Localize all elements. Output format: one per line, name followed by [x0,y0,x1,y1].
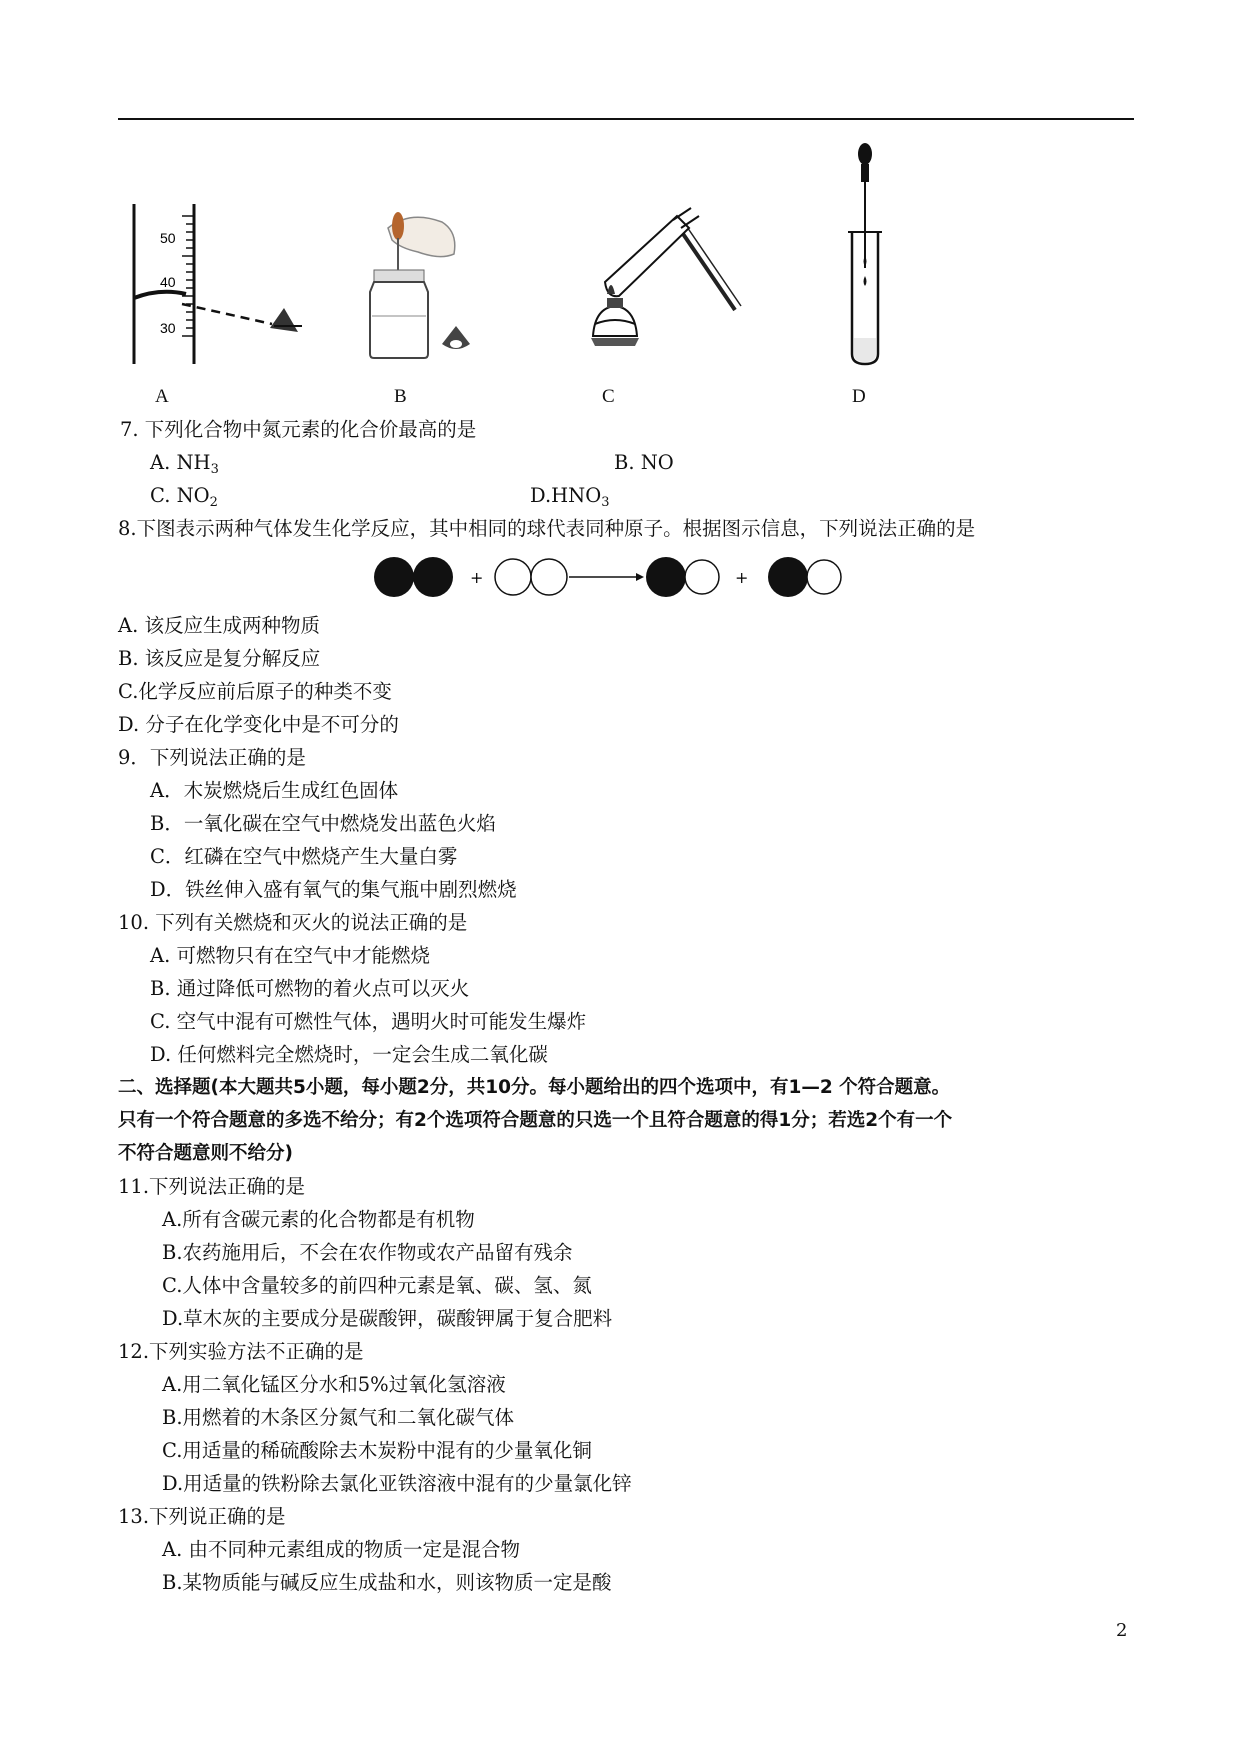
plus-sign: + [470,568,484,587]
q7-option-d: $D.HNO_3$ [530,484,610,510]
q13-stem: 13.下列说正确的是 [118,1505,286,1528]
plus-sign: + [735,568,749,587]
q11-option-a: A.所有含碳元素的化合物都是有机物 [162,1208,475,1231]
q7-option-a: A. $NH_3$ [150,451,219,477]
tick-label: 50 [160,230,176,246]
q7-stem: 7. 下列化合物中氮元素的化合价最高的是 [120,418,477,441]
q12-option-d: D.用适量的铁粉除去氯化亚铁溶液中混有的少量氯化锌 [162,1472,632,1495]
q11-option-b: B.农药施用后，不会在农作物或农产品留有残余 [162,1241,573,1264]
q8-option-c: C.化学反应前后原子的种类不变 [118,680,392,703]
figure-label-b: B [394,386,407,407]
q10-option-b: B. 通过降低可燃物的着火点可以灭火 [150,977,470,1000]
figure-label-c: C [602,386,615,407]
tick-label: 30 [160,320,176,336]
q8-option-a: A. 该反应生成两种物质 [118,614,320,637]
header-rule [118,118,1134,120]
q12-option-a: A.用二氧化锰区分水和5%过氧化氢溶液 [162,1373,506,1396]
section-2-heading-line1: 二、选择题(本大题共5小题，每小题2分，共10分。每小题给出的四个选项中，有1—2 个符合题意。 [118,1077,951,1098]
figure-b-dropper-bottle [360,208,500,368]
q9-stem: 9．下列说法正确的是 [118,746,306,769]
q9-option-b: B．一氧化碳在空气中燃烧发出蓝色火焰 [150,812,496,835]
q9-option-a: A．木炭燃烧后生成红色固体 [150,779,399,802]
q10-option-d: D. 任何燃料完全燃烧时，一定会生成二氧化碳 [150,1043,548,1066]
q7-option-b: B. NO [614,451,674,474]
figure-label-d: D [852,386,866,407]
figure-a-cylinder-reading [120,196,320,366]
q9-option-c: C．红磷在空气中燃烧产生大量白雾 [150,845,458,868]
q7-option-c: C. $NO_2$ [150,484,218,510]
q8-option-d: D. 分子在化学变化中是不可分的 [118,713,399,736]
q10-stem: 10. 下列有关燃烧和灭火的说法正确的是 [118,911,468,934]
q12-option-c: C.用适量的稀硫酸除去木炭粉中混有的少量氧化铜 [162,1439,592,1462]
q10-option-c: C. 空气中混有可燃性气体，遇明火时可能发生爆炸 [150,1010,587,1033]
q12-option-b: B.用燃着的木条区分氮气和二氧化碳气体 [162,1406,515,1429]
figure-c-heating-test-tube [585,206,745,356]
q12-stem: 12.下列实验方法不正确的是 [118,1340,364,1363]
q9-option-d: D．铁丝伸入盛有氧气的集气瓶中剧烈燃烧 [150,878,517,901]
page-number: 2 [1116,1620,1128,1641]
figure-label-a: A [155,386,169,407]
q11-stem: 11.下列说法正确的是 [118,1175,306,1198]
q11-option-d: D.草木灰的主要成分是碳酸钾，碳酸钾属于复合肥料 [162,1307,613,1330]
section-2-heading-line2: 只有一个符合题意的多选不给分；有2个选项符合题意的只选一个且符合题意的得1分；若选2个有一个 [118,1110,953,1131]
figure-d-dropper-in-tube [840,140,890,370]
q8-stem: 8.下图表示两种气体发生化学反应，其中相同的球代表同种原子。根据图示信息，下列说法正确的是 [118,517,976,540]
q8-reaction-diagram [370,554,860,600]
q13-option-b: B.某物质能与碱反应生成盐和水，则该物质一定是酸 [162,1571,612,1594]
q11-option-c: C.人体中含量较多的前四种元素是氧、碳、氢、氮 [162,1274,592,1297]
q13-option-a: A. 由不同种元素组成的物质一定是混合物 [162,1538,520,1561]
tick-label: 40 [160,274,176,290]
q8-option-b: B. 该反应是复分解反应 [118,647,321,670]
q10-option-a: A. 可燃物只有在空气中才能燃烧 [150,944,430,967]
section-2-heading-line3: 不符合题意则不给分) [118,1143,293,1164]
